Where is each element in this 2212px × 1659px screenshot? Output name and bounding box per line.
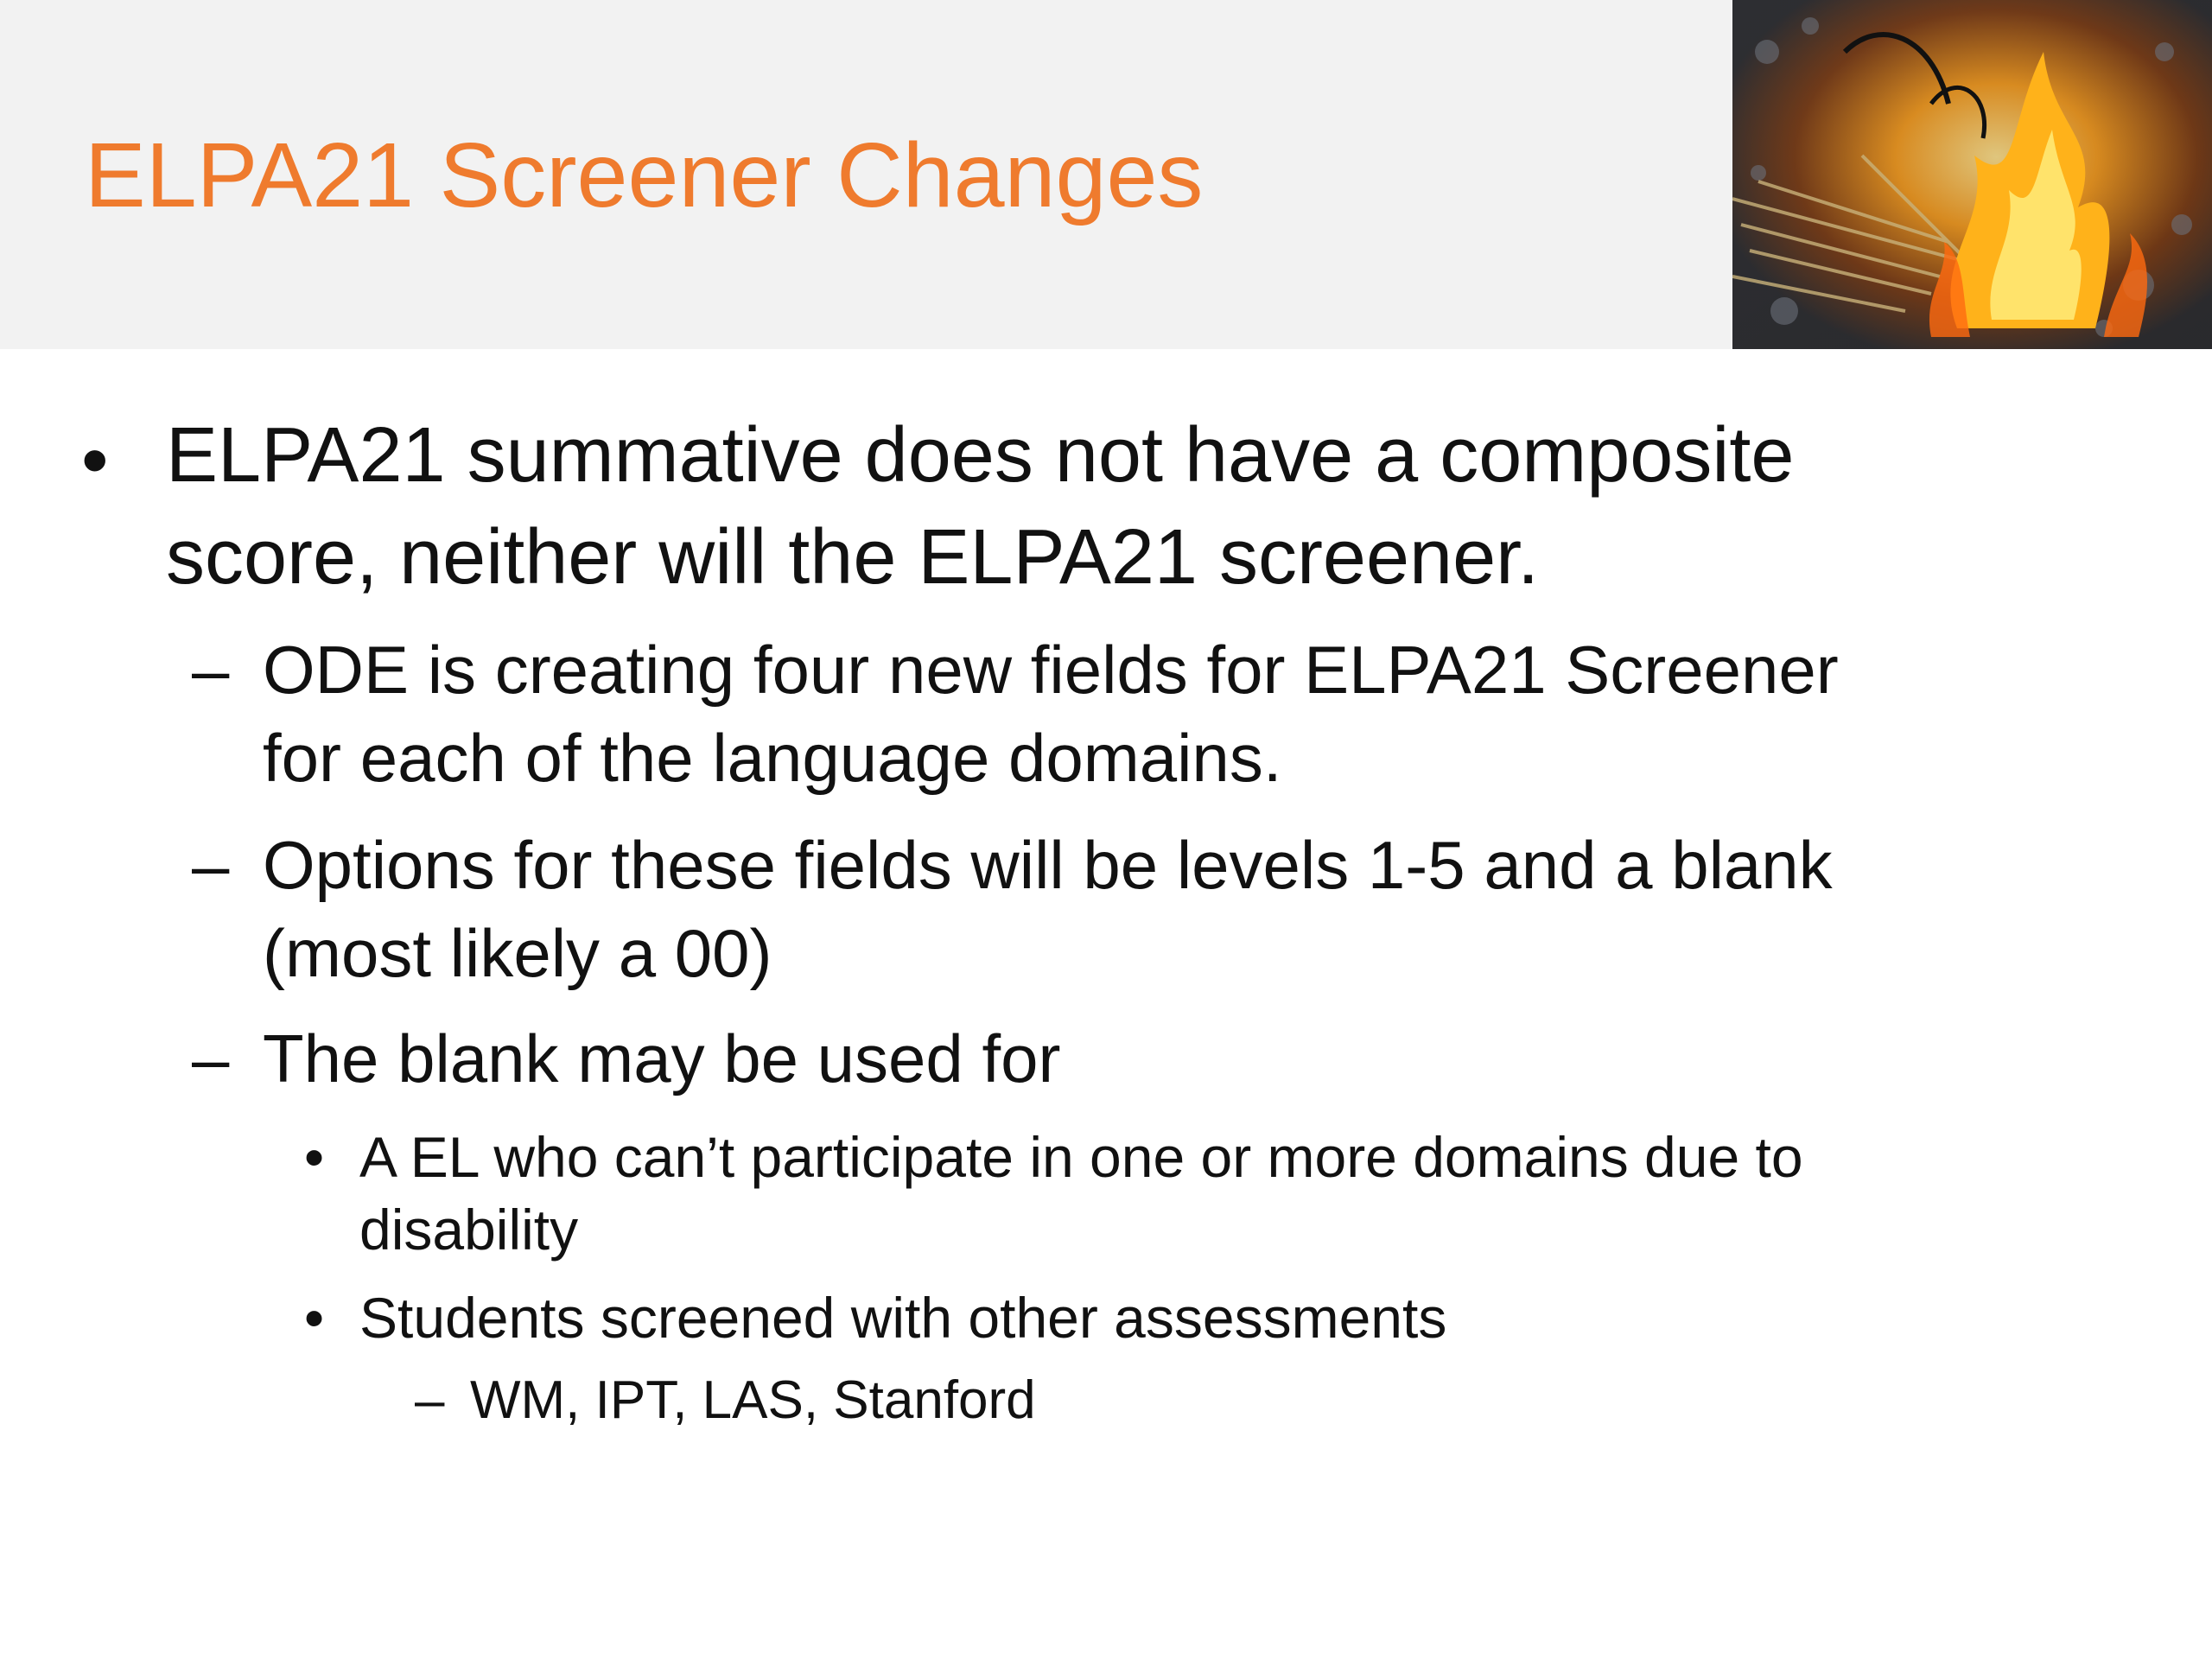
dash-marker: – [192,827,230,903]
slide-title: ELPA21 Screener Changes [85,124,1204,226]
bullet-marker: • [81,417,109,504]
sub-sub-bullet-text: Students screened with other assessments [359,1286,1447,1350]
sub-sub-bullet-text: A EL who can’t participate in one or more domains due to [359,1125,1803,1189]
level-four-text: WM, IPT, LAS, Stanford [470,1370,1036,1430]
dash-marker: – [192,1020,230,1096]
sub-bullet-text: Options for these fields will be levels 1-5 and a blank [263,827,1833,903]
sub-bullet-text: ODE is creating four new fields for ELPA21 Screener [263,632,1839,708]
small-bullet-marker: • [304,1125,325,1189]
sub-bullet-text: The blank may be used for [263,1020,1061,1096]
sub-bullet-text-continued: for each of the language domains. [263,720,1282,796]
sub-sub-bullet-text-continued: disability [359,1198,579,1262]
bullet-text: ELPA21 summative does not have a composite [166,412,1795,499]
dash-marker: – [192,632,230,708]
small-dash-marker: – [415,1370,445,1430]
bullet-text-continued: score, neither will the ELPA21 screener. [166,514,1540,601]
sub-bullet-text-continued: (most likely a 00) [263,915,772,991]
small-bullet-marker: • [304,1286,325,1350]
